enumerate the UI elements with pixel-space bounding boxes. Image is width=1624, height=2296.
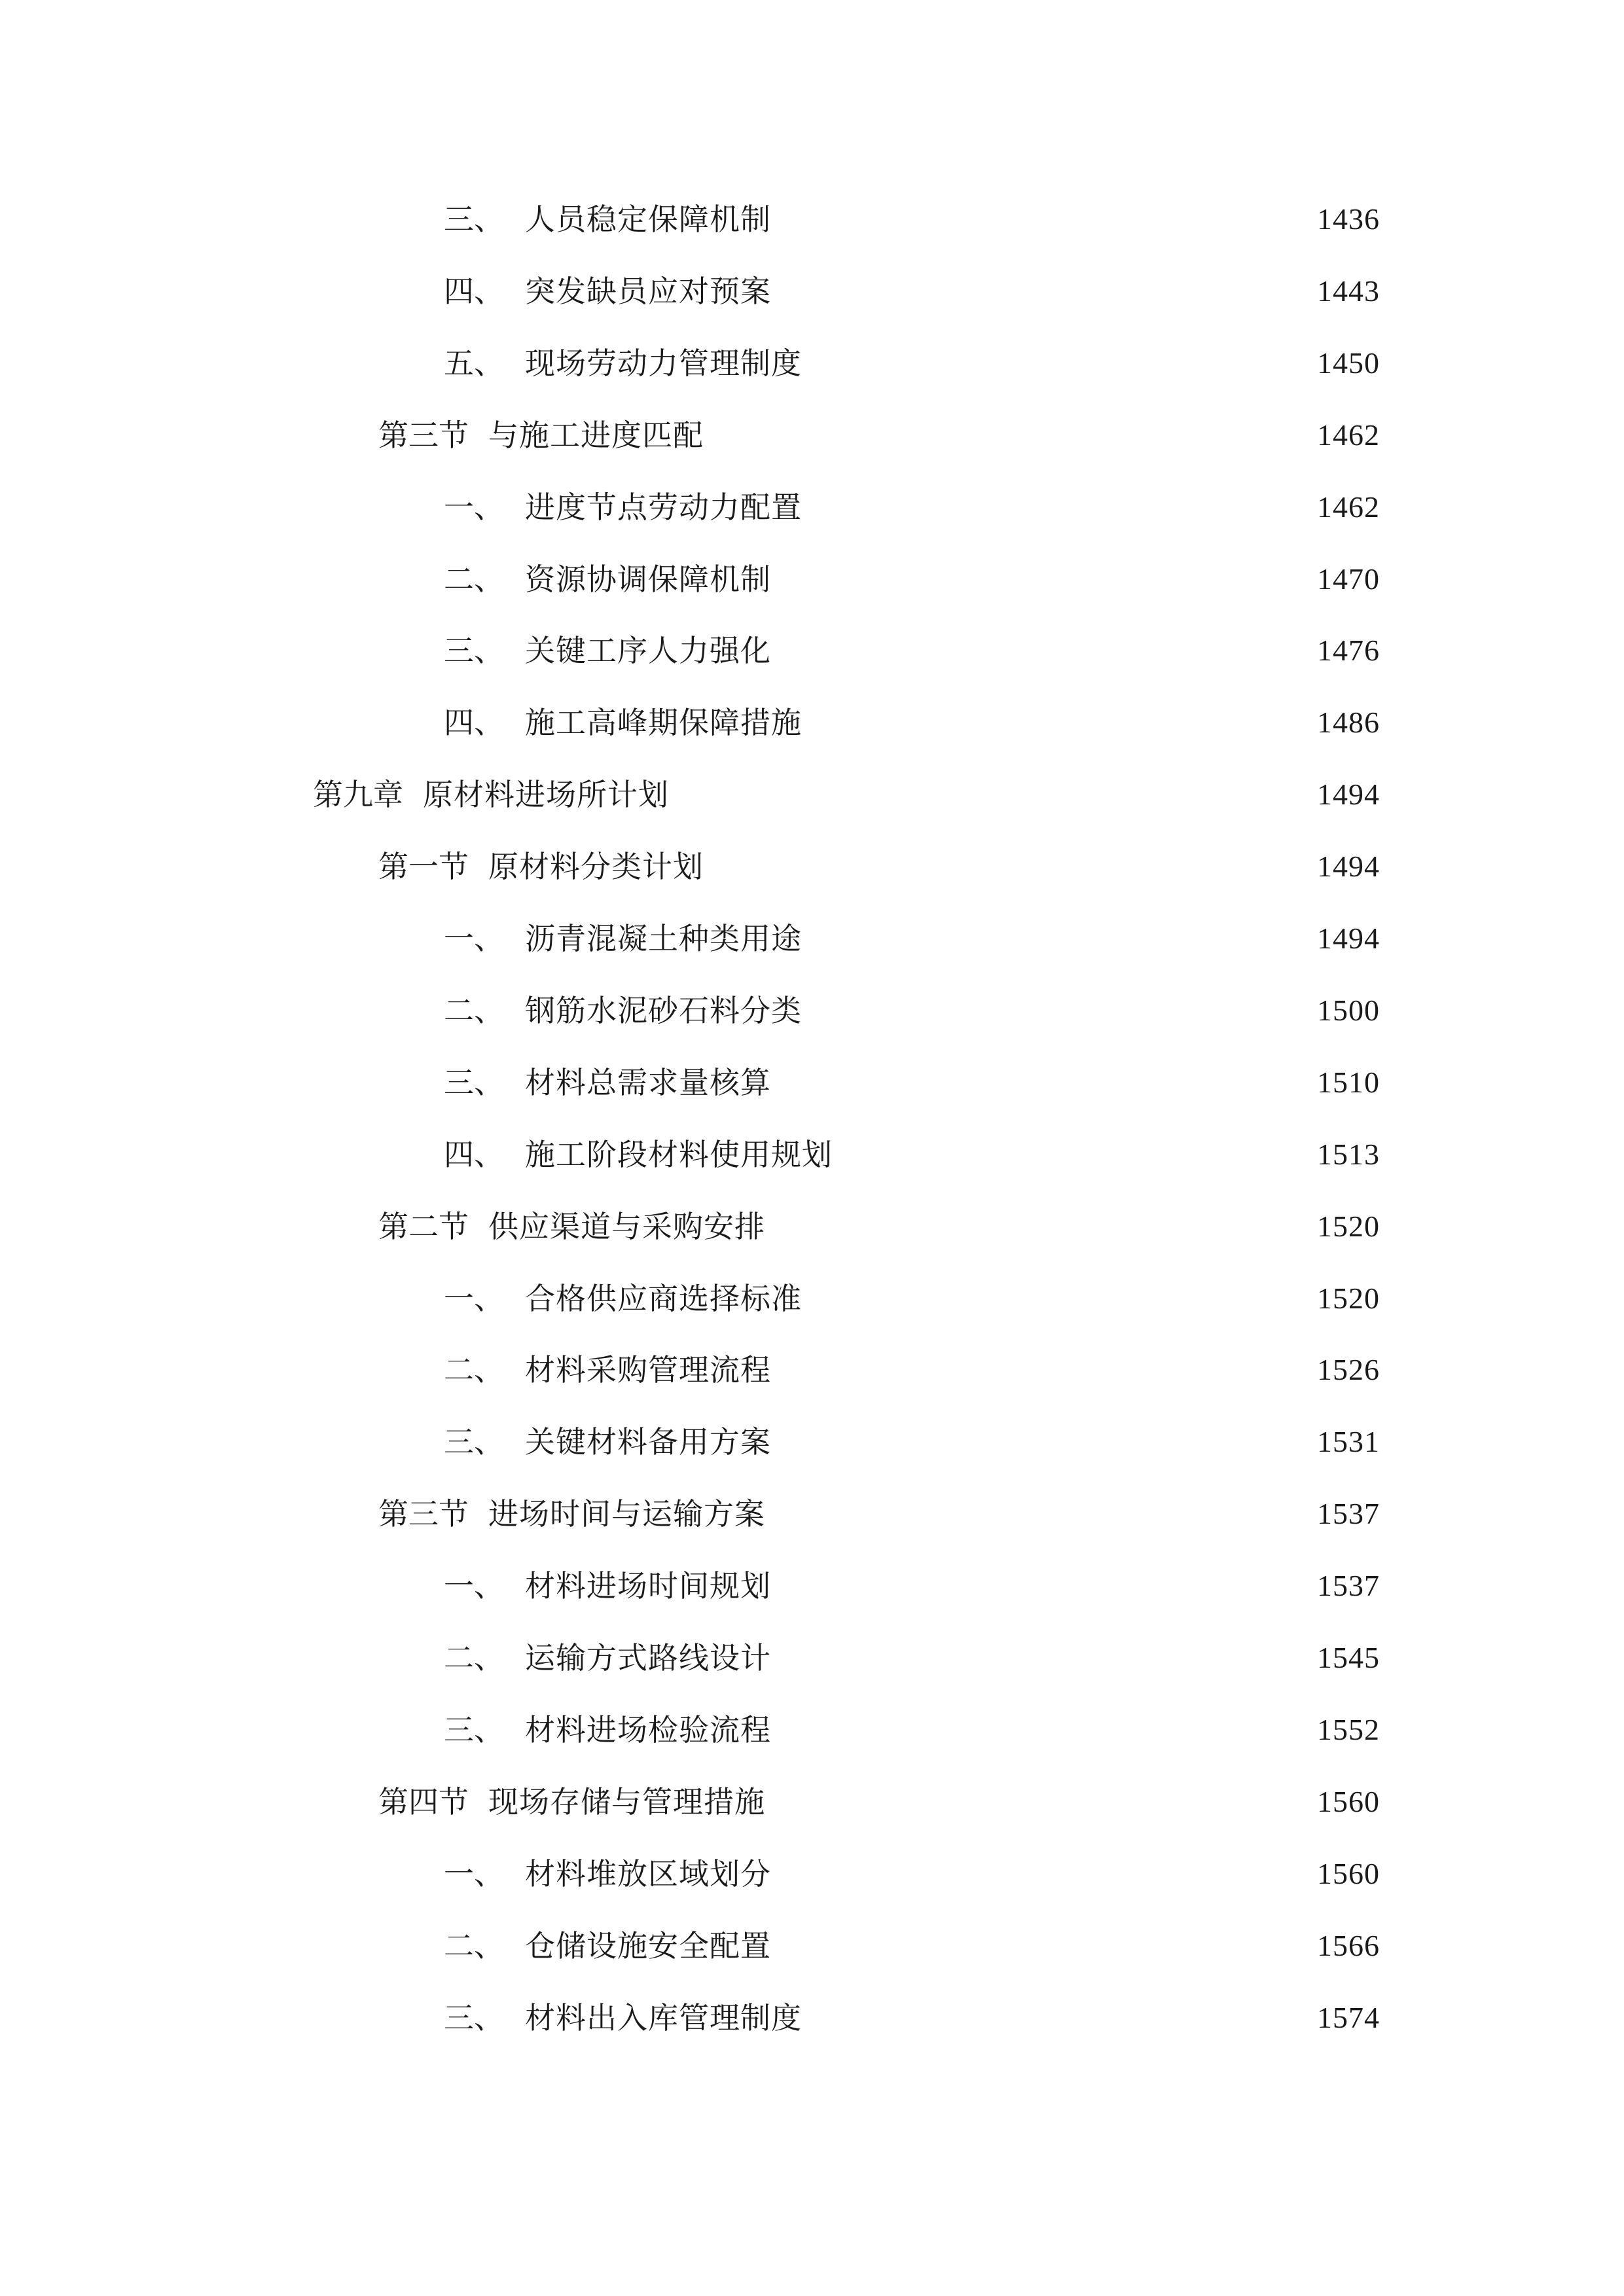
dot-leader — [779, 553, 1310, 605]
dot-leader — [810, 984, 1310, 1037]
toc-entry-item[interactable] — [444, 1056, 1380, 1109]
toc-entry-number: 三、 — [444, 633, 504, 668]
toc-entry-item[interactable] — [444, 1992, 1380, 2044]
toc-entry-number: 第一节 — [378, 849, 469, 884]
toc-entry-item[interactable] — [444, 1416, 1380, 1468]
toc-entry-title: 人员稳定保障机制 — [525, 202, 771, 237]
toc-entry-number: 二、 — [444, 1928, 504, 1964]
toc-entry-title: 供应渠道与采购安排 — [488, 1209, 765, 1244]
toc-entry-number: 一、 — [444, 490, 504, 525]
toc-entry-item[interactable] — [444, 1632, 1380, 1684]
toc-entry-page-number: 1531 — [1317, 1425, 1380, 1458]
toc-entry-page-number: 1443 — [1317, 274, 1380, 308]
dot-leader — [779, 1344, 1310, 1396]
toc-entry-page-number: 1476 — [1317, 634, 1380, 667]
toc-entry-title: 施工阶段材料使用规划 — [525, 1137, 833, 1172]
toc-entry-chapter[interactable] — [313, 768, 1380, 821]
toc-entry-page-number: 1494 — [1317, 922, 1380, 955]
toc-entry-item[interactable] — [444, 337, 1380, 389]
toc-entry-title: 资源协调保障机制 — [525, 562, 771, 597]
toc-entry-title: 关键工序人力强化 — [525, 633, 771, 668]
dot-leader — [779, 1560, 1310, 1612]
toc-entry-page-number: 1486 — [1317, 706, 1380, 739]
dot-leader — [773, 1488, 1310, 1540]
toc-entry-title: 施工高峰期保障措施 — [525, 705, 802, 740]
dot-leader — [779, 1848, 1310, 1900]
toc-entry-item[interactable] — [444, 1560, 1380, 1612]
toc-entry-item[interactable] — [444, 1920, 1380, 1972]
toc-entry-item[interactable] — [444, 1344, 1380, 1396]
toc-entry-item[interactable] — [444, 984, 1380, 1037]
toc-entry-page-number: 1520 — [1317, 1282, 1380, 1315]
toc-entry-number: 四、 — [444, 274, 504, 309]
toc-entry-title: 进度节点劳动力配置 — [525, 490, 802, 525]
toc-entry-page-number: 1560 — [1317, 1857, 1380, 1890]
dot-leader — [810, 1272, 1310, 1325]
dot-leader — [779, 1704, 1310, 1756]
toc-entry-number: 二、 — [444, 993, 504, 1028]
toc-entry-page-number: 1537 — [1317, 1497, 1380, 1530]
toc-entry-page-number: 1510 — [1317, 1066, 1380, 1099]
dot-leader — [810, 1992, 1310, 2044]
dot-leader — [840, 1128, 1310, 1181]
toc-entry-page-number: 1436 — [1317, 202, 1380, 236]
toc-entry-title: 运输方式路线设计 — [525, 1640, 771, 1676]
toc-entry-page-number: 1462 — [1317, 490, 1380, 524]
toc-entry-number: 一、 — [444, 921, 504, 956]
toc-entry-number: 四、 — [444, 705, 504, 740]
dot-leader — [779, 265, 1310, 317]
toc-entry-title: 材料进场时间规划 — [525, 1568, 771, 1604]
dot-leader — [779, 1632, 1310, 1684]
toc-entry-number: 第二节 — [378, 1209, 469, 1244]
toc-entry-item[interactable] — [444, 696, 1380, 749]
toc-entry-title: 材料出入库管理制度 — [525, 2000, 802, 2036]
toc-entry-number: 三、 — [444, 202, 504, 237]
toc-entry-title: 现场存储与管理措施 — [488, 1784, 765, 1820]
toc-entry-title: 突发缺员应对预案 — [525, 274, 771, 309]
dot-leader — [779, 1920, 1310, 1972]
toc-entry-item[interactable] — [444, 1848, 1380, 1900]
toc-entry-number: 三、 — [444, 1065, 504, 1100]
toc-entry-number: 五、 — [444, 346, 504, 381]
toc-entry-title: 仓储设施安全配置 — [525, 1928, 771, 1964]
toc-entry-number: 第四节 — [378, 1784, 469, 1820]
dot-leader — [779, 193, 1310, 245]
toc-entry-page-number: 1494 — [1317, 778, 1380, 811]
toc-entry-page-number: 1552 — [1317, 1713, 1380, 1746]
dot-leader — [773, 1200, 1310, 1253]
toc-entry-page-number: 1574 — [1317, 2001, 1380, 2034]
toc-entry-item[interactable] — [444, 1704, 1380, 1756]
toc-entry-page-number: 1513 — [1317, 1138, 1380, 1171]
toc-entry-item[interactable] — [444, 193, 1380, 245]
toc-entry-page-number: 1560 — [1317, 1785, 1380, 1818]
toc-entry-item[interactable] — [444, 553, 1380, 605]
toc-entry-title: 沥青混凝土种类用途 — [525, 921, 802, 956]
toc-entry-item[interactable] — [444, 265, 1380, 317]
toc-entry-item[interactable] — [444, 912, 1380, 965]
toc-entry-page-number: 1500 — [1317, 994, 1380, 1027]
toc-entry-title: 材料采购管理流程 — [525, 1352, 771, 1388]
toc-entry-number: 一、 — [444, 1568, 504, 1604]
toc-entry-title: 材料堆放区域划分 — [525, 1856, 771, 1892]
toc-entry-page-number: 1462 — [1317, 418, 1380, 452]
dot-leader — [810, 481, 1310, 533]
toc-entry-number: 第三节 — [378, 418, 469, 453]
toc-entry-number: 一、 — [444, 1281, 504, 1316]
toc-entry-title: 材料总需求量核算 — [525, 1065, 771, 1100]
toc-entry-title: 原材料分类计划 — [488, 849, 704, 884]
dot-leader — [712, 409, 1310, 461]
toc-entry-section[interactable] — [378, 409, 1380, 461]
dot-leader — [712, 840, 1310, 893]
toc-entry-section[interactable] — [378, 1488, 1380, 1540]
toc-entry-page-number: 1470 — [1317, 562, 1380, 596]
toc-entry-number: 二、 — [444, 562, 504, 597]
toc-entry-page-number: 1494 — [1317, 850, 1380, 883]
toc-entry-number: 二、 — [444, 1640, 504, 1676]
toc-entry-title: 原材料进场所计划 — [423, 777, 669, 812]
toc-entry-item[interactable] — [444, 481, 1380, 533]
toc-entry-item[interactable] — [444, 1128, 1380, 1181]
dot-leader — [779, 1056, 1310, 1109]
toc-entry-number: 第三节 — [378, 1496, 469, 1532]
dot-leader — [779, 1416, 1310, 1468]
toc-entry-number: 第九章 — [313, 777, 403, 812]
toc-entry-page-number: 1526 — [1317, 1353, 1380, 1386]
toc-entry-number: 二、 — [444, 1352, 504, 1388]
toc-entry-number: 一、 — [444, 1856, 504, 1892]
dot-leader — [810, 337, 1310, 389]
toc-entry-page-number: 1566 — [1317, 1929, 1380, 1962]
toc-entry-page-number: 1545 — [1317, 1641, 1380, 1674]
dot-leader — [779, 624, 1310, 677]
dot-leader — [677, 768, 1310, 821]
toc-entry-section[interactable] — [378, 1776, 1380, 1828]
toc-entry-item[interactable] — [444, 624, 1380, 677]
toc-entry-number: 三、 — [444, 2000, 504, 2036]
dot-leader — [810, 696, 1310, 749]
toc-entry-number: 三、 — [444, 1424, 504, 1460]
toc-entry-title: 材料进场检验流程 — [525, 1712, 771, 1748]
toc-entry-title: 与施工进度匹配 — [488, 418, 704, 453]
toc-entry-page-number: 1520 — [1317, 1210, 1380, 1243]
toc-entry-number: 四、 — [444, 1137, 504, 1172]
toc-entry-title: 进场时间与运输方案 — [488, 1496, 765, 1532]
toc-entry-title: 钢筋水泥砂石料分类 — [525, 993, 802, 1028]
toc-entry-section[interactable] — [378, 840, 1380, 893]
toc-entry-section[interactable] — [378, 1200, 1380, 1253]
toc-entry-title: 现场劳动力管理制度 — [525, 346, 802, 381]
toc-entry-page-number: 1450 — [1317, 346, 1380, 380]
toc-entry-title: 合格供应商选择标准 — [525, 1281, 802, 1316]
toc-entry-title: 关键材料备用方案 — [525, 1424, 771, 1460]
dot-leader — [810, 912, 1310, 965]
dot-leader — [773, 1776, 1310, 1828]
toc-entry-item[interactable] — [444, 1272, 1380, 1325]
toc-entry-page-number: 1537 — [1317, 1569, 1380, 1602]
toc-entry-number: 三、 — [444, 1712, 504, 1748]
